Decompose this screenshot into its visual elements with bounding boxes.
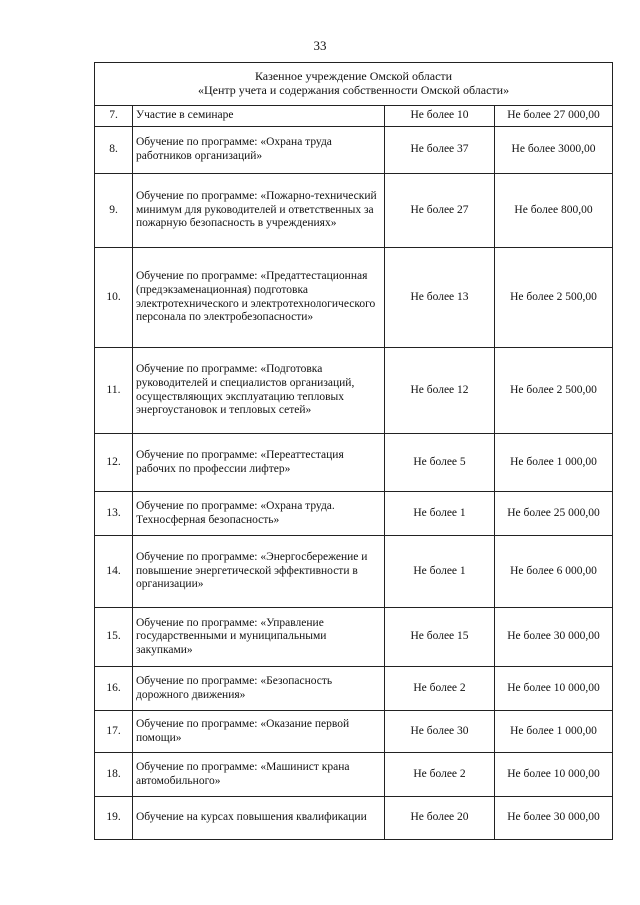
row-quantity: Не более 10 [385,106,495,127]
row-name: Обучение по программе: «Энергосбережение и повышение энергетической эффективности в организации» [133,536,385,608]
row-name: Обучение на курсах повышения квалификации [133,797,385,840]
table-row [95,753,613,797]
table-row [95,667,613,711]
row-cost: Не более 3000,00 [495,127,613,174]
services-table [94,62,613,840]
row-number: 10. [95,248,133,348]
row-number: 19. [95,797,133,840]
row-name: Обучение по программе: «Безопасность дорожного движения» [133,667,385,711]
row-number: 11. [95,348,133,434]
row-quantity: Не более 12 [385,348,495,434]
row-name: Обучение по программе: «Предаттестационная (предэкзаменационная) подготовка электротехнического и электротехнологического персонала по электробезопасности» [133,248,385,348]
table-row [95,127,613,174]
row-name: Обучение по программе: «Переаттестация рабочих по профессии лифтер» [133,434,385,492]
row-number: 9. [95,174,133,248]
row-name: Обучение по программе: «Подготовка руководителей и специалистов организаций, осуществляющих эксплуатацию тепловых энергоустановок и тепловых сетей» [133,348,385,434]
row-cost: Не более 6 000,00 [495,536,613,608]
row-name: Обучение по программе: «Охрана труда работников организаций» [133,127,385,174]
row-cost: Не более 1 000,00 [495,434,613,492]
page-number: 33 [313,38,327,53]
row-name: Обучение по программе: «Пожарно-технический минимум для руководителей и ответственных за пожарную безопасность в учреждениях» [133,174,385,248]
row-name: Обучение по программе: «Оказание первой помощи» [133,711,385,753]
row-quantity: Не более 20 [385,797,495,840]
row-number: 13. [95,492,133,536]
row-cost: Не более 2 500,00 [495,248,613,348]
table-header-row [95,63,613,106]
row-quantity: Не более 1 [385,492,495,536]
row-number: 18. [95,753,133,797]
row-quantity: Не более 13 [385,248,495,348]
table-row [95,711,613,753]
organization-header [95,63,613,106]
row-quantity: Не более 15 [385,608,495,667]
row-cost: Не более 25 000,00 [495,492,613,536]
row-cost: Не более 30 000,00 [495,608,613,667]
row-quantity: Не более 2 [385,753,495,797]
row-cost: Не более 10 000,00 [495,667,613,711]
row-number: 16. [95,667,133,711]
row-quantity: Не более 2 [385,667,495,711]
table-row [95,248,613,348]
row-cost: Не более 800,00 [495,174,613,248]
row-number: 14. [95,536,133,608]
table-row [95,106,613,127]
row-cost: Не более 30 000,00 [495,797,613,840]
row-cost: Не более 10 000,00 [495,753,613,797]
row-number: 17. [95,711,133,753]
table-row [95,608,613,667]
row-number: 12. [95,434,133,492]
row-quantity: Не более 1 [385,536,495,608]
row-quantity: Не более 30 [385,711,495,753]
row-cost: Не более 1 000,00 [495,711,613,753]
row-name: Участие в семинаре [133,106,385,127]
table-row [95,348,613,434]
table-row [95,797,613,840]
row-name: Обучение по программе: «Охрана труда. Техносферная безопасность» [133,492,385,536]
table-row [95,492,613,536]
table-row [95,174,613,248]
row-quantity: Не более 37 [385,127,495,174]
row-cost: Не более 27 000,00 [495,106,613,127]
row-quantity: Не более 5 [385,434,495,492]
table-row [95,536,613,608]
row-name: Обучение по программе: «Управление государственными и муниципальными закупками» [133,608,385,667]
row-number: 8. [95,127,133,174]
row-quantity: Не более 27 [385,174,495,248]
row-number: 7. [95,106,133,127]
row-cost: Не более 2 500,00 [495,348,613,434]
row-name: Обучение по программе: «Машинист крана автомобильного» [133,753,385,797]
organization-name: Казенное учреждение Омской области [254,69,453,84]
organization-center-name: «Центр учета и содержания собственности Омской области» [197,83,510,97]
row-number: 15. [95,608,133,667]
table-row [95,434,613,492]
